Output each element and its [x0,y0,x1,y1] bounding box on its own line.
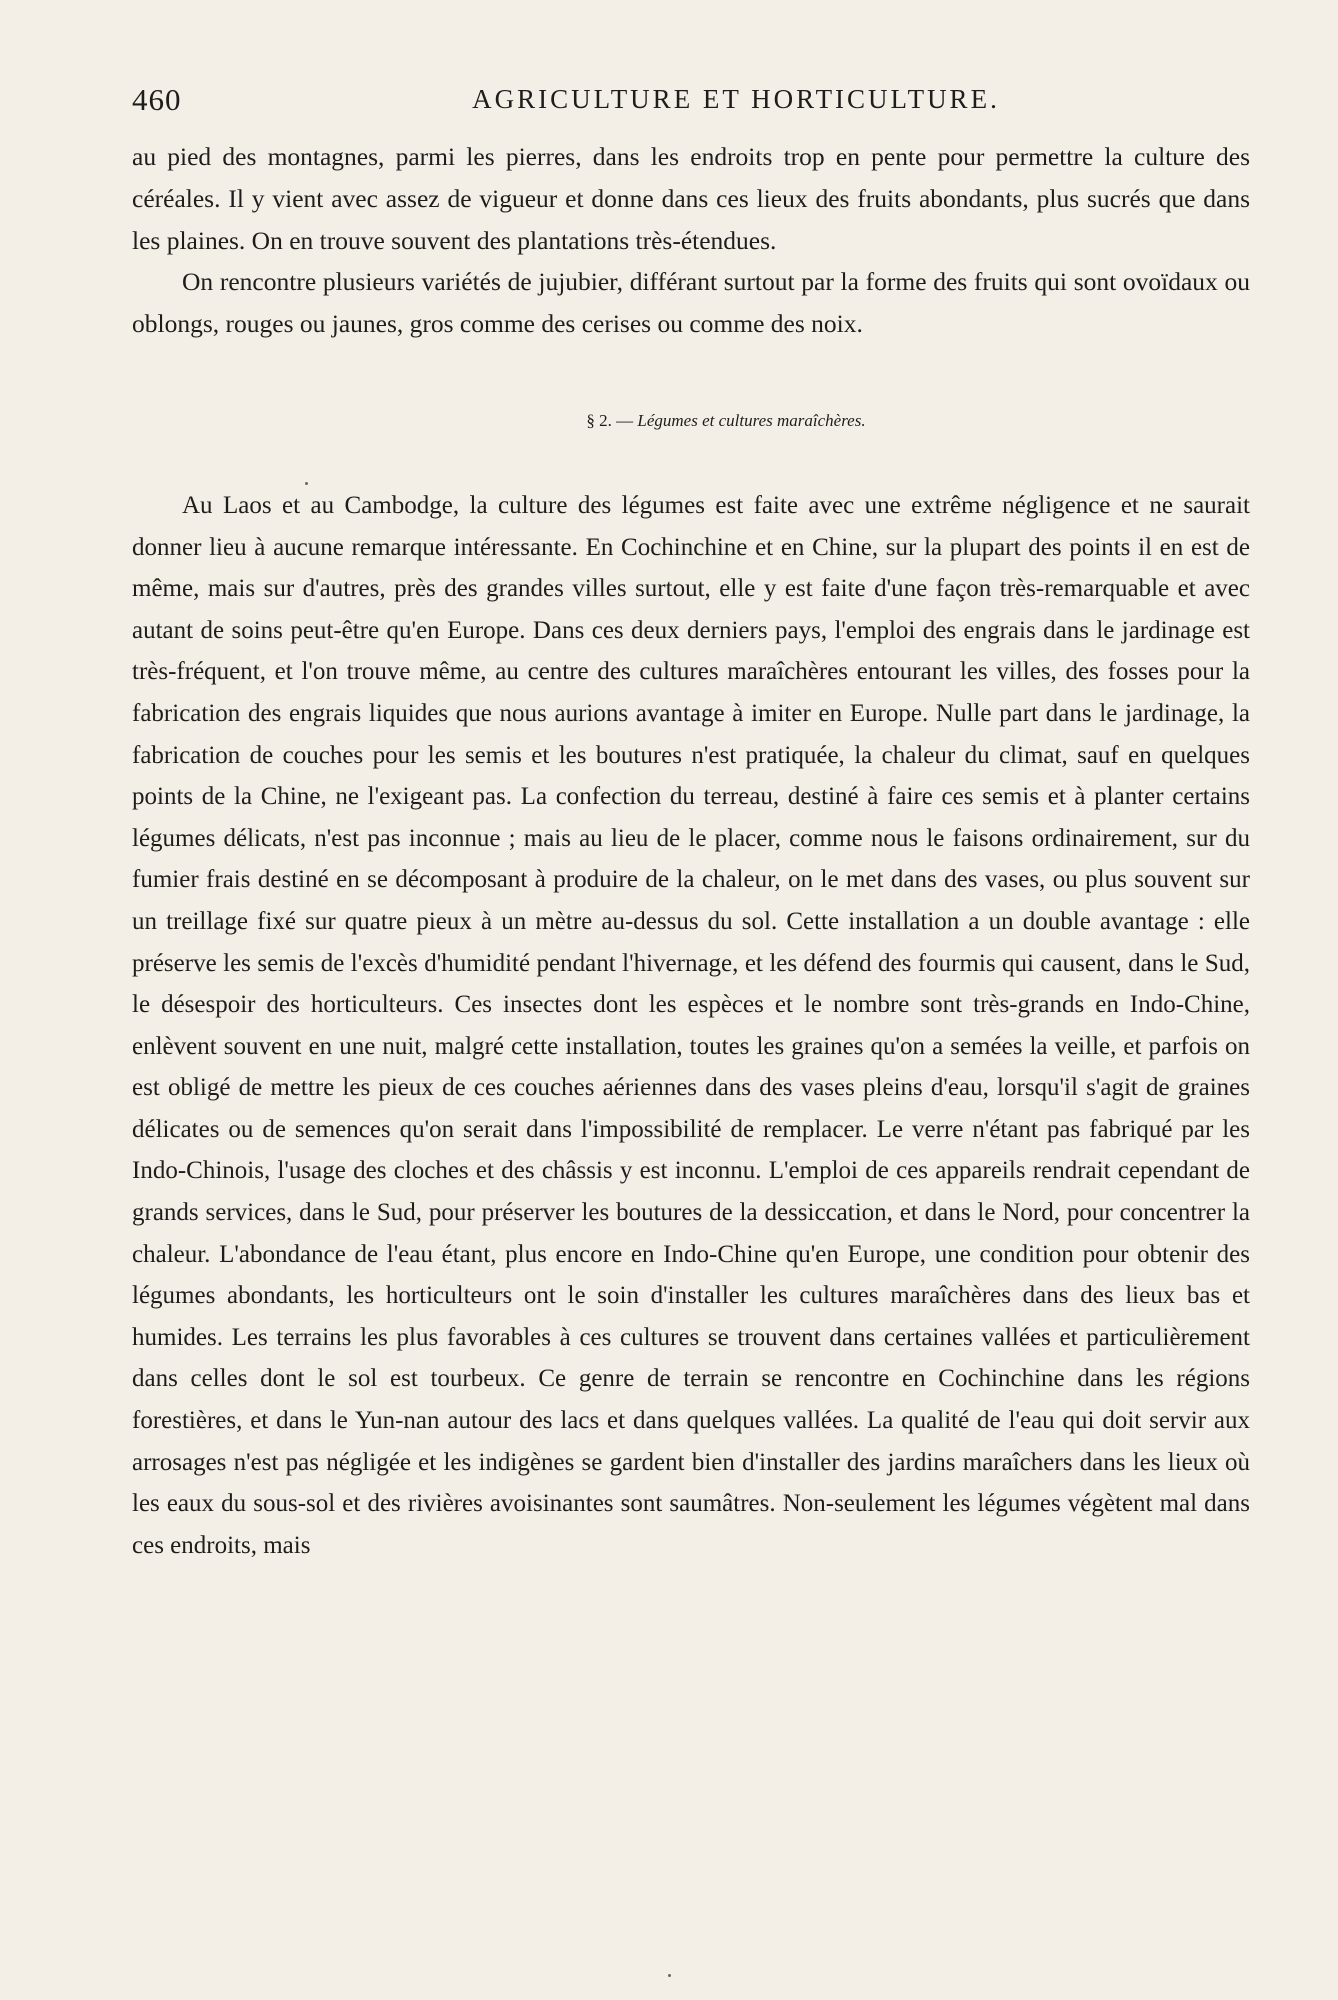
page-speck [668,1974,671,1977]
running-head [132,82,1250,128]
section-heading [132,411,1250,431]
section-title: Légumes et cultures maraîchères. [637,410,866,430]
page-speck [305,482,308,485]
section-number: § 2. — [586,410,634,430]
paragraph-legumes: Au Laos et au Cambodge, la culture des légumes est faite avec une extrême négligence et ne saurait donner lieu à aucune remarque intéressante. En Cochinchine et en Chine, sur la plupart des points il en est de même, mais sur d'autres, près des grandes villes surtout, elle y est faite d'une façon très-remarquable et avec autant de soins peut-être qu'en Europe. Dans ces deux derniers pays, l'emploi des engrais dans le jardinage est très-fréquent, et l'on trouve même, au centre des cultures maraîchères entourant les villes, des fosses pour la fabrication des engrais liquides que nous aurions avantage à imiter en Europe. Nulle part dans le jardinage, la fabrication de couches pour les semis et les boutures n'est pratiquée, la chaleur du climat, sauf en quelques points de la Chine, ne l'exigeant pas. La confection du terreau, destiné à faire ces semis et à planter certains légumes délicats, n'est pas inconnue ; mais au lieu de le placer, comme nous le faisons ordinairement, sur du fumier frais destiné en se décomposant à produire de la chaleur, on le met dans des vases, ou plus souvent sur un treillage fixé sur quatre pieux à un mètre au-dessus du sol. Cette installation a un double avantage : elle préserve les semis de l'excès d'humidité pendant l'hivernage, et les défend des fourmis qui causent, dans le Sud, le désespoir des horticulteurs. Ces insectes dont les espèces et le nombre sont très-grands en Indo-Chine, enlèvent souvent en une nuit, malgré cette installation, toutes les graines qu'on a semées la veille, et parfois on est obligé de mettre les pieux de ces couches aériennes dans des vases pleins d'eau, lorsqu'il s'agit de graines délicates ou de semences qu'on serait dans l'impossibilité de remplacer. Le verre n'étant pas fabriqué par les Indo-Chinois, l'usage des cloches et des châssis y est inconnu. L'emploi de ces appareils rendrait cependant de grands services, dans le Sud, pour préserver les boutures de la dessiccation, et dans le Nord, pour concentrer la chaleur. L'abondance de l'eau étant, plus encore en Indo-Chine qu'en Europe, une condition pour obtenir des légumes abondants, les horticulteurs ont le soin d'installer les cultures maraîchères dans des lieux bas et humides. Les terrains les plus favorables à ces cultures se trouvent dans certaines vallées et particulièrement dans celles dont le sol est tourbeux. Ce genre de terrain se rencontre en Cochinchine dans les régions forestières, et dans le Yun-nan autour des lacs et dans quelques vallées. La qualité de l'eau qui doit servir aux arrosages n'est pas négligée et les indigènes se gardent bien d'installer des jardins maraîchers dans les lieux où les eaux du sous-sol et des rivières avoisinantes sont saumâtres. Non-seulement les légumes végètent mal dans ces endroits, mais [132,491,1250,1559]
paragraph-jujubier: On rencontre plusieurs variétés de jujubier, différant surtout par la forme des fruits qui sont ovoïdaux ou oblongs, rouges ou jaunes, gros comme des cerises ou comme des noix. [132,267,1250,339]
running-title: AGRICULTURE ET HORTICULTURE. [472,84,1000,114]
paragraph-continuation: au pied des montagnes, parmi les pierres, dans les endroits trop en pente pour permettre la culture des céréales. Il y vient avec assez de vigueur et donne dans ces lieux des fruits abondants, plus sucrés que dans les plaines. On en trouve souvent des plantations très-étendues. [132,142,1250,255]
page-number: 460 [132,82,182,117]
